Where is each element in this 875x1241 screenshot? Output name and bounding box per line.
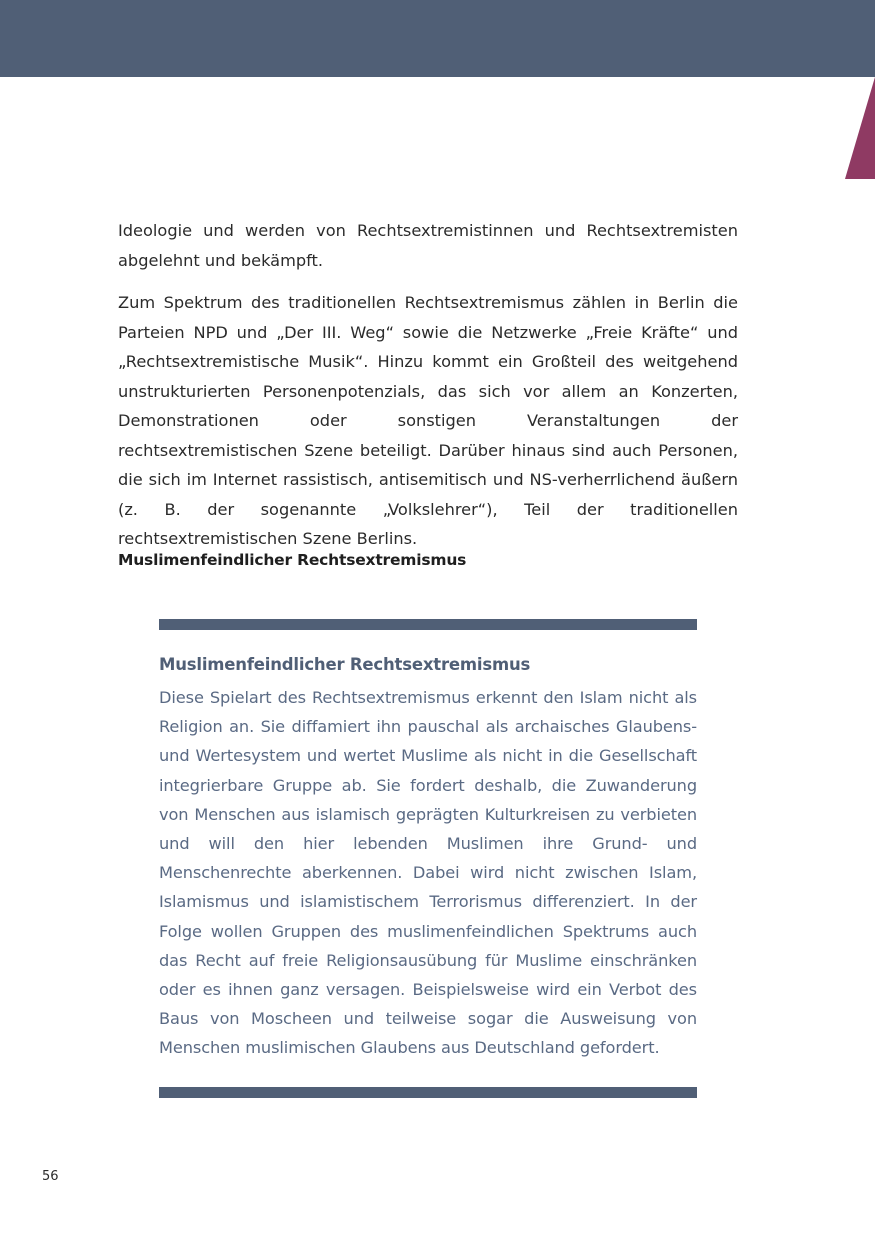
accent-triangle [845,77,875,179]
info-box-bottom-rule [159,1087,697,1098]
info-box-title: Muslimenfeindlicher Rechtsextremismus [159,655,531,674]
paragraph-2: Zum Spektrum des traditionellen Rechtsextremismus zählen in Berlin die Parteien NPD und „Der III. Weg“ sowie die Netzwerke „Freie Kräfte“ und „Rechtsextremistische Musik“. Hinzu kommt ein Großteil des weitgehend unstrukturierten Personenpotenzials, das sich vor allem an Konzerten, Demonstrationen oder sonstigen Veranstaltungen der rechtsextremistischen Szene beteiligt. Darüber hinaus sind auch Personen, die sich im Internet rassistisch, antisemitisch und NS-verherrlichend äußern (z. B. der sogenannte „Volkslehrer“), Teil der traditionellen rechtsextremistischen Szene Berlins. [118,293,738,548]
paragraph-1: Ideologie und werden von Rechtsextremistinnen und Rechtsextremisten abgelehnt und bekämpft. [118,221,738,270]
section-heading: Muslimenfeindlicher Rechtsextremismus [118,551,467,569]
page-number: 56 [42,1169,59,1184]
info-box-text: Diese Spielart des Rechtsextremismus erkennt den Islam nicht als Religion an. Sie diffamiert ihn pauschal als archaisches Glaubens- und Wertesystem und wertet Muslime als nicht in die Gesellschaft integrierbare Gruppe ab. Sie fordert deshalb, die Zuwanderung von Menschen aus islamisch geprägten Kulturkreisen zu verbieten und will den hier lebenden Muslimen ihre Grund- und Menschenrechte aberkennen. Dabei wird nicht zwischen Islam, Islamismus und islamistischem Terrorismus differenziert. In der Folge wollen Gruppen des muslimenfeindlichen Spektrums auch das Recht auf freie Religionsausübung für Muslime einschränken oder es ihnen ganz versagen. Beispielsweise wird ein Verbot des Baus von Moscheen und teilweise sogar die Ausweisung von Menschen muslimischen Glaubens aus Deutschland gefordert. [159,688,697,1058]
info-box-top-rule [159,619,697,630]
header-band [0,0,875,77]
